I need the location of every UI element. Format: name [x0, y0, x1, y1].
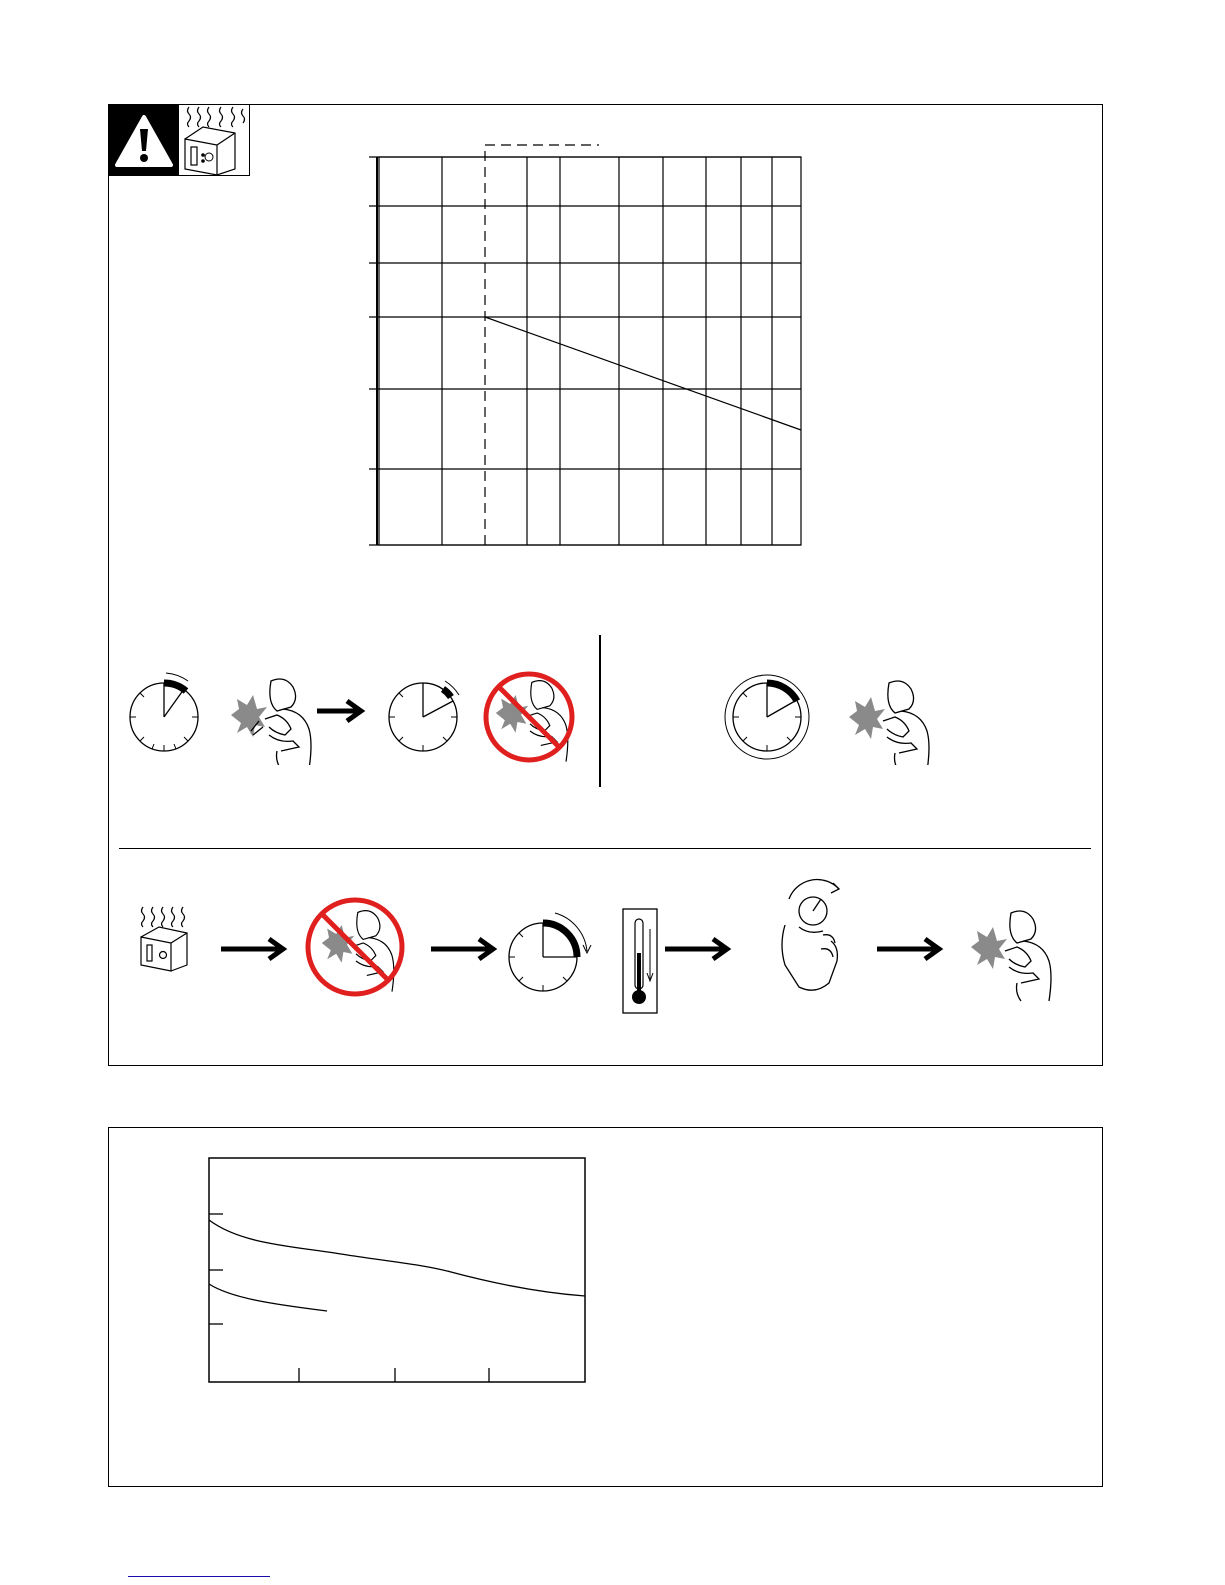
curve-upper — [209, 1220, 585, 1296]
arrow-right-icon — [665, 939, 727, 959]
timer-icon — [509, 913, 591, 991]
duty-cycle-chart — [367, 141, 807, 551]
overheat-recovery-sequence — [129, 875, 1069, 1015]
volt-ampere-chart — [201, 1154, 591, 1386]
arrow-right-icon — [317, 701, 361, 721]
arrow-right-icon — [877, 939, 939, 959]
arrow-right-icon — [221, 939, 283, 959]
overheated-machine-icon — [141, 907, 187, 971]
section-divider-vertical — [599, 635, 601, 787]
chart-grid — [369, 157, 801, 545]
timer-icon — [130, 673, 198, 751]
warning-badge — [108, 104, 250, 176]
arrow-right-icon — [431, 939, 493, 959]
thermometer-icon — [623, 909, 657, 1013]
duty-cycle-sequence — [119, 665, 589, 765]
duty-cycle-line — [485, 317, 801, 430]
volt-ampere-panel — [108, 1127, 1103, 1487]
duty-cycle-panel — [108, 104, 1103, 1066]
overheated-machine-icon — [181, 105, 249, 175]
curve-lower — [209, 1284, 327, 1311]
section-divider-horizontal — [119, 848, 1091, 849]
timer-icon — [389, 681, 459, 751]
warning-triangle-icon — [109, 105, 179, 175]
footer-link-underline[interactable] — [128, 1576, 270, 1577]
y-axis-ticks — [209, 1214, 223, 1324]
welder-icon — [231, 679, 311, 765]
no-welding-icon — [486, 674, 572, 762]
x-axis-ticks — [299, 1368, 489, 1382]
adjust-knob-icon — [782, 880, 839, 991]
timer-icon — [725, 675, 809, 759]
welder-icon — [971, 911, 1051, 1001]
welder-icon — [849, 681, 929, 765]
continuous-duty-sequence — [719, 665, 949, 765]
chart-frame — [209, 1158, 585, 1382]
no-welding-icon — [308, 900, 402, 994]
